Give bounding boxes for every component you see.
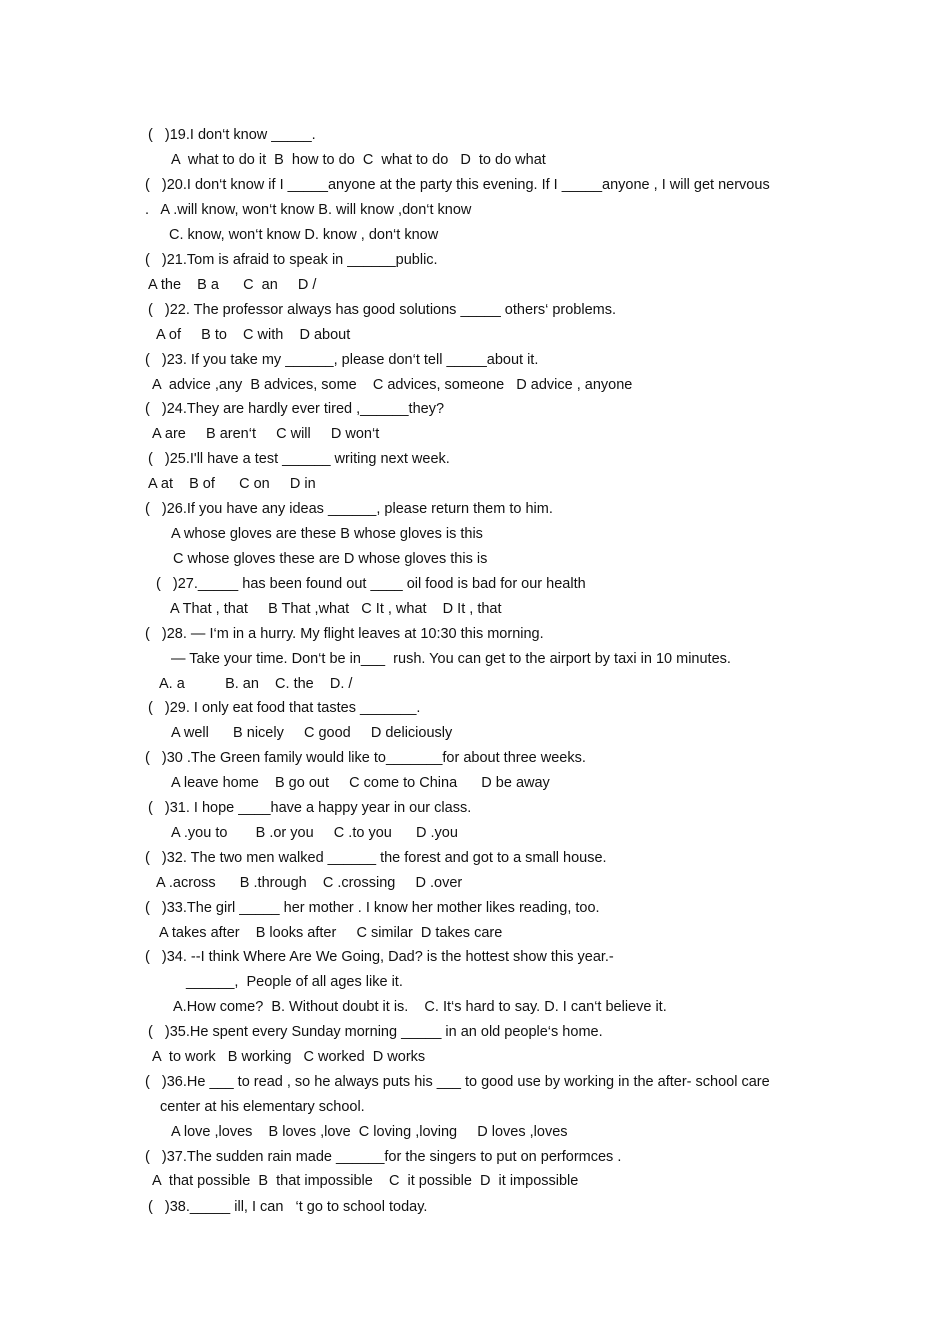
question-22-options: A of B to C with D about	[156, 327, 351, 343]
question-37: ( )37.The sudden rain made ______for the singers to put on performces .	[145, 1149, 622, 1165]
question-24-options: A are B aren‘t C will D won‘t	[152, 426, 380, 442]
question-27-options: A That , that B That ,what C It , what D It , that	[170, 601, 502, 617]
question-20-options-cd: C. know, won‘t know D. know , don‘t know	[169, 227, 439, 243]
question-36-continued: center at his elementary school.	[160, 1099, 365, 1115]
question-19: ( )19.I don‘t know _____.	[148, 127, 316, 143]
question-31: ( )31. I hope ____have a happy year in our class.	[148, 800, 472, 816]
question-32: ( )32. The two men walked ______ the forest and got to a small house.	[145, 850, 607, 866]
question-20-options-ab: . A .will know, won‘t know B. will know ,don‘t know	[145, 202, 472, 218]
question-34-options: A.How come? B. Without doubt it is. C. It‘s hard to say. D. I can‘t believe it.	[173, 999, 667, 1015]
question-31-options: A .you to B .or you C .to you D .you	[171, 825, 458, 841]
question-28: ( )28. — I‘m in a hurry. My flight leaves at 10:30 this morning.	[145, 626, 544, 642]
question-29-options: A well B nicely C good D deliciously	[171, 725, 453, 741]
question-23: ( )23. If you take my ______, please don‘t tell _____about it.	[145, 352, 539, 368]
question-25: ( )25.I'll have a test ______ writing next week.	[148, 451, 450, 467]
question-29: ( )29. I only eat food that tastes _______.	[148, 700, 421, 716]
question-32-options: A .across B .through C .crossing D .over	[156, 875, 463, 891]
question-30: ( )30 .The Green family would like to_______for about three weeks.	[145, 750, 586, 766]
question-26: ( )26.If you have any ideas ______, please return them to him.	[145, 501, 553, 517]
question-35-options: A to work B working C worked D works	[152, 1049, 426, 1065]
question-34: ( )34. --I think Where Are We Going, Dad? is the hottest show this year.-	[145, 949, 614, 965]
question-37-options: A that possible B that impossible C it possible D it impossible	[152, 1173, 579, 1189]
question-38: ( )38._____ ill, I can ‘t go to school today.	[148, 1199, 428, 1215]
question-33-options: A takes after B looks after C similar D takes care	[159, 925, 503, 941]
question-30-options: A leave home B go out C come to China D be away	[171, 775, 550, 791]
question-33: ( )33.The girl _____ her mother . I know her mother likes reading, too.	[145, 900, 600, 916]
question-27: ( )27._____ has been found out ____ oil food is bad for our health	[156, 576, 586, 592]
question-28-options: A. a B. an C. the D. /	[159, 676, 353, 692]
question-21-options: A the B a C an D /	[148, 277, 317, 293]
question-19-options: A what to do it B how to do C what to do D to do what	[171, 152, 546, 168]
question-22: ( )22. The professor always has good solutions _____ others‘ problems.	[148, 302, 617, 318]
question-28-response: — Take your time. Don‘t be in___ rush. You can get to the airport by taxi in 10 minutes.	[171, 651, 731, 667]
question-34-response: ______, People of all ages like it.	[186, 974, 403, 990]
question-36-options: A love ,loves B loves ,love C loving ,loving D loves ,loves	[171, 1124, 568, 1140]
question-35: ( )35.He spent every Sunday morning _____ in an old people‘s home.	[148, 1024, 603, 1040]
question-21: ( )21.Tom is afraid to speak in ______public.	[145, 252, 438, 268]
question-26-options-ab: A whose gloves are these B whose gloves is this	[171, 526, 483, 542]
question-20: ( )20.I don‘t know if I _____anyone at the party this evening. If I _____anyone , I will get nervous	[145, 177, 770, 193]
question-24: ( )24.They are hardly ever tired ,______they?	[145, 401, 445, 417]
question-26-options-cd: C whose gloves these are D whose gloves this is	[173, 551, 488, 567]
question-25-options: A at B of C on D in	[148, 476, 316, 492]
question-23-options: A advice ,any B advices, some C advices, someone D advice , anyone	[152, 377, 633, 393]
question-36: ( )36.He ___ to read , so he always puts his ___ to good use by working in the after- school care	[145, 1074, 770, 1090]
